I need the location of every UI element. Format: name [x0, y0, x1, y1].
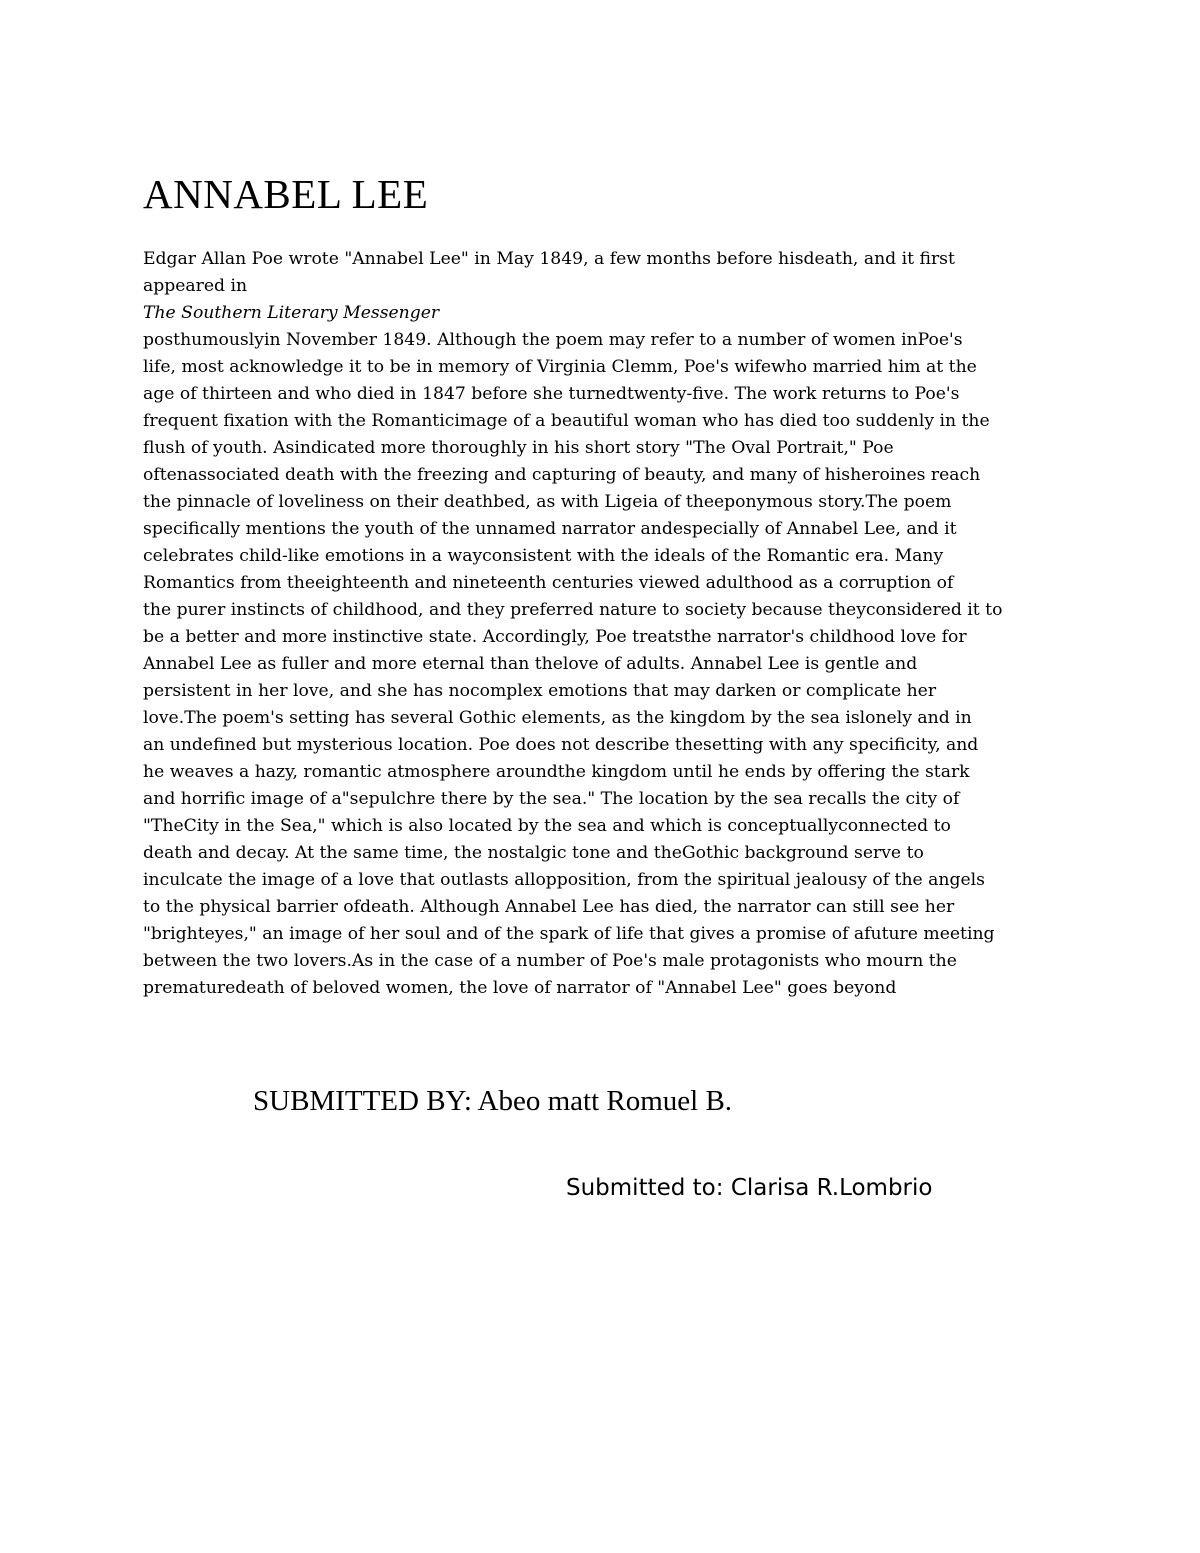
body-line: be a better and more instinctive state. Accordingly, Poe treatsthe narrator's childhood love for	[143, 627, 967, 647]
body-line: love.The poem's setting has several Gothic elements, as the kingdom by the sea islonely and in	[143, 708, 972, 728]
body-line: flush of youth. Asindicated more thoroughly in his short story "The Oval Portrait," Poe	[143, 438, 894, 458]
body-line: between the two lovers.As in the case of a number of Poe's male protagonists who mourn the	[143, 951, 957, 971]
body-line: and horrific image of a"sepulchre there by the sea." The location by the sea recalls the city of	[143, 789, 960, 809]
document-title: ANNABEL LEE	[143, 171, 429, 217]
body-line: an undefined but mysterious location. Poe does not describe thesetting with any specificity, and	[143, 735, 979, 755]
body-line: persistent in her love, and she has nocomplex emotions that may darken or complicate her	[143, 681, 937, 701]
submitted-by-line: SUBMITTED BY: Abeo matt Romuel B.	[253, 1085, 733, 1117]
body-line: specifically mentions the youth of the unnamed narrator andespecially of Annabel Lee, and it	[143, 519, 957, 539]
body-line: posthumouslyin November 1849. Although the poem may refer to a number of women inPoe's	[143, 330, 963, 350]
body-line: life, most acknowledge it to be in memory of Virginia Clemm, Poe's wifewho married him at the	[143, 357, 977, 377]
body-line: "TheCity in the Sea," which is also located by the sea and which is conceptuallyconnected to	[143, 816, 951, 836]
body-line: celebrates child-like emotions in a wayconsistent with the ideals of the Romantic era. Many	[143, 546, 944, 566]
body-line: the purer instincts of childhood, and they preferred nature to society because theyconsidered it to	[143, 600, 1003, 620]
body-line: age of thirteen and who died in 1847 before she turnedtwenty-five. The work returns to Poe's	[143, 384, 960, 404]
body-line: Romantics from theeighteenth and nineteenth centuries viewed adulthood as a corruption of	[143, 573, 954, 593]
body-line: appeared in	[143, 276, 248, 296]
body-line: prematuredeath of beloved women, the love of narrator of "Annabel Lee" goes beyond	[143, 978, 897, 998]
body-line: "brighteyes," an image of her soul and of the spark of life that gives a promise of afuture meeting	[143, 924, 995, 944]
submitted-to-line: Submitted to: Clarisa R.Lombrio	[566, 1175, 933, 1201]
body-line: he weaves a hazy, romantic atmosphere aroundthe kingdom until he ends by offering the stark	[143, 762, 970, 782]
body-line: Edgar Allan Poe wrote "Annabel Lee" in May 1849, a few months before hisdeath, and it first	[143, 249, 955, 269]
body-line: inculcate the image of a love that outlasts allopposition, from the spiritual jealousy of the angels	[143, 870, 985, 890]
body-line: frequent fixation with the Romanticimage of a beautiful woman who has died too suddenly in the	[143, 411, 990, 431]
body-line: death and decay. At the same time, the nostalgic tone and theGothic background serve to	[143, 843, 924, 863]
body-line: the pinnacle of loveliness on their deathbed, as with Ligeia of theeponymous story.The poem	[143, 492, 952, 512]
publication-title: The Southern Literary Messenger	[143, 303, 440, 323]
body-line: to the physical barrier ofdeath. Although Annabel Lee has died, the narrator can still see her	[143, 897, 955, 917]
body-line: Annabel Lee as fuller and more eternal than thelove of adults. Annabel Lee is gentle and	[143, 654, 918, 674]
body-line: oftenassociated death with the freezing and capturing of beauty, and many of hisheroines reach	[143, 465, 981, 485]
essay-body	[143, 246, 1073, 1002]
